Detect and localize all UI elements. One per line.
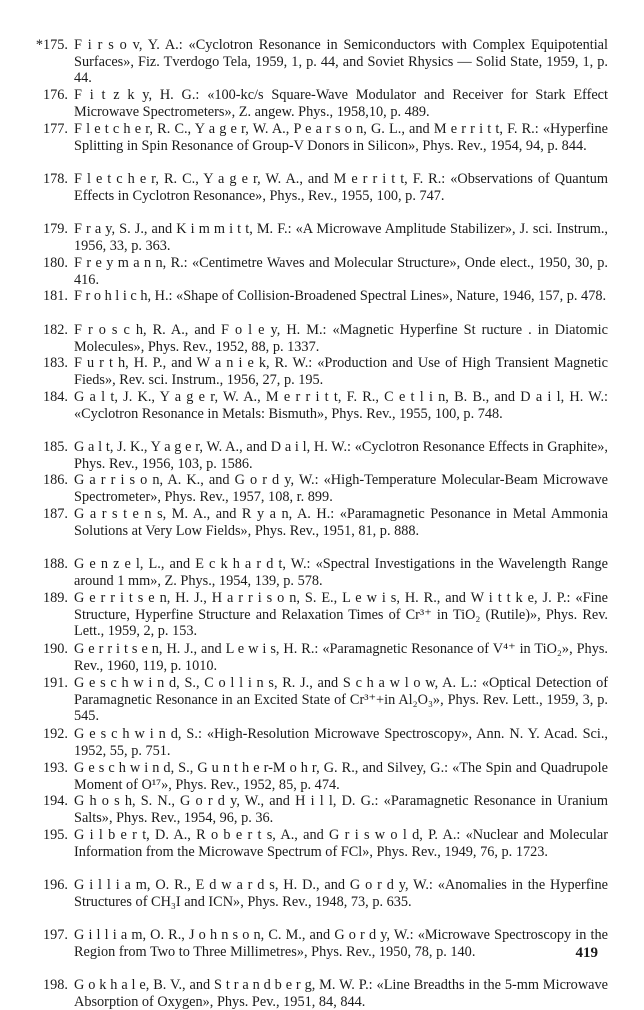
reference-number: 182.	[42, 322, 68, 338]
reference-text: G a l t, J. K., Y a g e r, W. A., and D a i l, H. W.: «Cyclotron Resonance Effects in Graphite», Phys. Rev., 1956, 103, p. 1586.	[74, 439, 608, 472]
reference-number: 196.	[42, 877, 68, 893]
reference-text: G e s c h w i n d, S., G u n t h e r-M o h r, G. R., and Silvey, G.: «The Spin and Quadrupole Moment of O¹⁷», Phys. Rev., 1952, 85, p. 474.	[74, 760, 608, 793]
reference-text: G e n z e l, L., and E c k h a r d t, W.: «Spectral Investigations in the Wavelength Range around 1 mm», Z. Phys., 1954, 139, p. 578.	[74, 556, 608, 589]
reference-number: 185.	[42, 439, 68, 455]
reference-number: 180.	[42, 255, 68, 271]
reference-text: G i l b e r t, D. A., R o b e r t s, A., and G r i s w o l d, P. A.: «Nuclear and Molecular Information from the Microwave Spectrum of FCl», Phys. Rev., 1949, 76, p. 1723.	[74, 827, 608, 860]
reference-text: F l e t c h e r, R. C., Y a g e r, W. A., P e a r s o n, G. L., and M e r r i t t, F. R.: «Hyperfine Splitting in Spin Resonance of Group-V Donors in Silicon», Phys. Rev., 1954, 94, p. 844.	[74, 121, 608, 154]
reference-number: 187.	[42, 506, 68, 522]
reference-number: 193.	[42, 760, 68, 776]
reference-number: 176.	[42, 87, 68, 103]
reference-number: 189.	[42, 590, 68, 606]
reference-number: 194.	[42, 793, 68, 809]
reference-text: G a r s t e n s, M. A., and R y a n, A. H.: «Paramagnetic Pesonance in Metal Ammonia Solutions at Very Low Fields», Phys. Rev., 1951, 81, p. 888.	[74, 506, 608, 539]
reference-number: 179.	[42, 221, 68, 237]
reference-text: G e r r i t s e n, H. J., and L e w i s, H. R.: «Paramagnetic Resonance of V⁴⁺ in TiO₂», Phys. Rev., 1960, 119, p. 1010.	[74, 641, 608, 674]
reference-text: F u r t h, H. P., and W a n i e k, R. W.: «Production and Use of High Transient Magnetic Fieds», Rev. sci. Instrum., 1956, 27, p. 195.	[74, 355, 608, 388]
reference-number: 192.	[42, 726, 68, 742]
reference-text: G e s c h w i n d, S., C o l l i n s, R. J., and S c h a w l o w, A. L.: «Optical Detection of Paramagnetic Resonance in an Excited State of Cr³⁺+in Al₂O₃», Phys. Rev. Lett., 1959, 3, p. 545.	[74, 675, 608, 725]
reference-number: 197.	[42, 927, 68, 943]
reference-number: 198.	[42, 977, 68, 993]
reference-text: G i l l i a m, O. R., E d w a r d s, H. D., and G o r d y, W.: «Anomalies in the Hyperfine Structures of CH₃I and ICN», Phys. Rev., 1948, 73, p. 635.	[74, 877, 608, 910]
reference-text: G a l t, J. K., Y a g e r, W. A., M e r r i t t, F. R., C e t l i n, B. B., and D a i l, H. W.: «Cyclotron Resonance in Metals: Bismuth», Phys. Rev., 1955, 100, p. 748.	[74, 389, 608, 422]
page-number: 419	[575, 945, 598, 961]
reference-number: 186.	[42, 472, 68, 488]
reference-number: *175.	[35, 37, 68, 53]
reference-text: G e s c h w i n d, S.: «High-Resolution Microwave Spectroscopy», Ann. N. Y. Acad. Sci., 1952, 55, p. 751.	[74, 726, 608, 759]
reference-text: G a r r i s o n, A. K., and G o r d y, W.: «High-Temperature Molecular-Beam Microwave Spectrometer», Phys. Rev., 1957, 108, r. 899.	[74, 472, 608, 505]
reference-text: G i l l i a m, O. R., J o h n s o n, C. M., and G o r d y, W.: «Microwave Spectroscopy in the Region from Two to Three Millimetres», Phys. Rev., 1950, 78, p. 140.	[74, 927, 608, 960]
reference-text: F r a y, S. J., and K i m m i t t, M. F.: «A Microwave Amplitude Stabilizer», J. sci. Instrum., 1956, 33, p. 363.	[74, 221, 608, 254]
reference-number: 191.	[42, 675, 68, 691]
reference-number: 184.	[42, 389, 68, 405]
reference-number: 190.	[42, 641, 68, 657]
reference-text: F r e y m a n n, R.: «Centimetre Waves and Molecular Structure», Onde elect., 1950, 30, p. 416.	[74, 255, 608, 288]
reference-number: 188.	[42, 556, 68, 572]
reference-text: F i t z k y, H. G.: «100-kc/s Square-Wave Modulator and Receiver for Stark Effect Microwave Spectrometers», Z. angew. Phys., 1958,10, p. 489.	[74, 87, 608, 120]
reference-text: F r o h l i c h, H.: «Shape of Collision-Broadened Spectral Lines», Nature, 1946, 157, p. 478.	[74, 288, 607, 304]
reference-text: F l e t c h e r, R. C., Y a g e r, W. A., and M e r r i t t, F. R.: «Observations of Quantum Effects in Cyclotron Resonance», Phys., Rev., 1955, 100, p. 747.	[74, 171, 608, 204]
reference-number: 183.	[42, 355, 68, 371]
reference-number: 177.	[42, 121, 68, 137]
reference-number: 195.	[42, 827, 68, 843]
reference-number: 181.	[42, 288, 68, 304]
reference-text: G e r r i t s e n, H. J., H a r r i s o n, S. E., L e w i s, H. R., and W i t t k e, J. P.: «Fine Structure, Hyperfine Structure and Relaxation Times of Cr³⁺ in TiO₂ (Rutile)», Phys. Rev. Lett., 1959, 2, p. 153.	[74, 590, 608, 640]
reference-text: G h o s h, S. N., G o r d y, W., and H i l l, D. G.: «Paramagnetic Resonance in Uranium Salts», Phys. Rev., 1954, 96, p. 36.	[74, 793, 608, 826]
reference-text: G o k h a l e, B. V., and S t r a n d b e r g, M. W. P.: «Line Breadths in the 5-mm Microwave Absorption of Oxygen», Phys. Pev., 1951, 84, 844.	[74, 977, 608, 1010]
reference-text: F i r s o v, Y. A.: «Cyclotron Resonance in Semiconductors with Complex Equipotential Surfaces», Fiz. Tverdogo Tela, 1959, 1, p. 44, and Soviet Rhysics — Solid State, 1959, 1, p. 44.	[74, 37, 608, 87]
reference-number: 178.	[42, 171, 68, 187]
reference-text: F r o s c h, R. A., and F o l e y, H. M.: «Magnetic Hyperfine St ructure . in Diatomic Molecules», Phys. Rev., 1952, 88, p. 1337.	[74, 322, 608, 355]
